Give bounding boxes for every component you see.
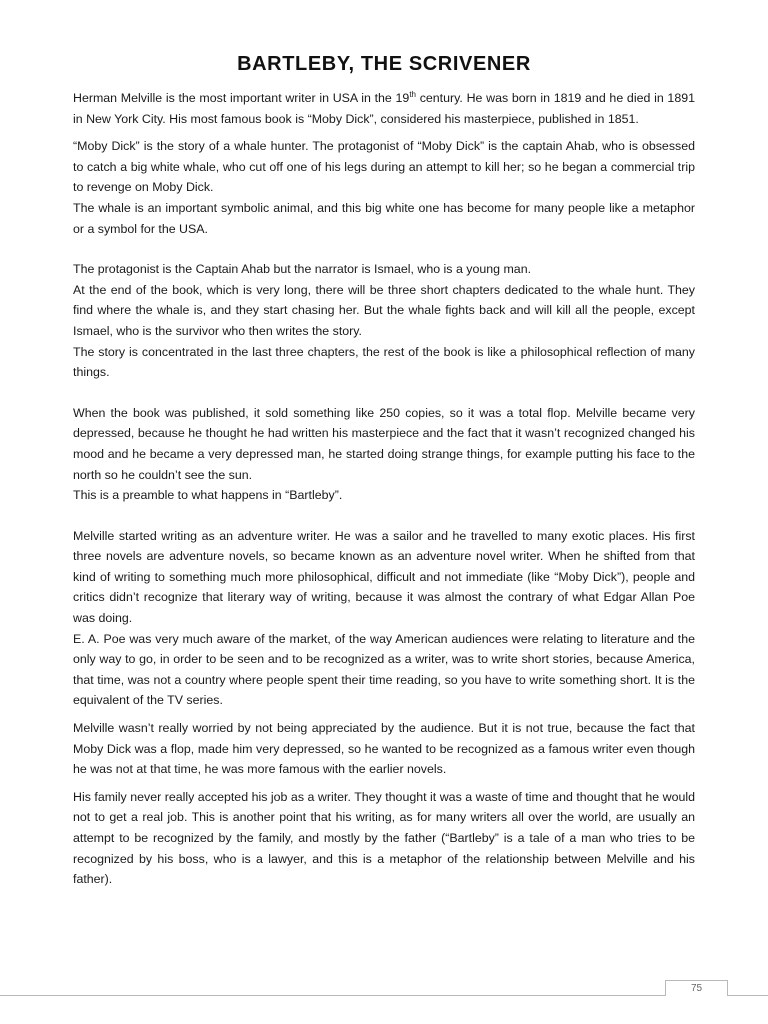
page-title: BARTLEBY, THE SCRIVENER xyxy=(237,53,531,75)
footer-rule xyxy=(0,995,768,996)
paragraph-poe: E. A. Poe was very much aware of the market, of the way American audiences were relating to literature and the only way to go, in order to be seen and to be recognized as a writer, was to write short stories, because America, that time, was not a country where people spent their time reading, so you have to write something short. It is the equivalent of the TV series. xyxy=(73,631,695,708)
paragraph-narrator: The protagonist is the Captain Ahab but the narrator is Ismael, who is a young man. xyxy=(73,262,532,277)
paragraph-audience: Melville wasn’t really worried by not being appreciated by the audience. But it is not true, because the fact that Moby Dick was a flop, made him very depressed, so he wanted to be recognized as a famous writer even though he was not at that time, he was more famous with the earlier novels. xyxy=(73,721,695,777)
paragraph-moby-dick-story: “Moby Dick” is the story of a whale hunter. The protagonist of “Moby Dick” is the captain Ahab, who is obsessed to catch a big white whale, who cut off one of his legs during an attempt to kill her; so he began a commercial trip to revenge on Moby Dick. xyxy=(73,139,695,195)
intro-text-start: Herman Melville is the most important writer in USA in the 19 xyxy=(73,91,410,105)
superscript-th: th xyxy=(409,90,416,99)
paragraph-whale-hunt: At the end of the book, which is very long, there will be three short chapters dedicated to the whale hunt. They find where the whale is, and they start chasing her. But the whale fights back and will kill all the people, except Ismael, who is the survivor who then writes the story. xyxy=(73,282,695,338)
document-body xyxy=(73,88,695,890)
intro-text-end: century. He was born in 1819 and he died in 1891 in New York City. His most famous book is “Moby Dick”, considered his masterpiece, published in 1851. xyxy=(73,91,695,126)
paragraph-preamble: This is a preamble to what happens in “Bartleby”. xyxy=(73,488,343,503)
page-number: 75 xyxy=(665,980,728,996)
paragraph-family: His family never really accepted his job as a writer. They thought it was a waste of time and thought that he would not to get a real job. This is another point that his writing, as for many writers all over the world, are usually an attempt to be recognized by the family, and mostly by the father (“Bartleby” is a tale of a man who tries to be recognized by his boss, who is a lawyer, and this is a metaphor of the relationship between Melville and his father). xyxy=(73,789,695,887)
paragraph-adventure-writer: Melville started writing as an adventure writer. He was a sailor and he travelled to many exotic places. His first three novels are adventure novels, so became known as an adventure novel writer. When he shifted from that kind of writing to something much more philosophical, difficult and not immediate (like “Moby Dick”), people and critics didn’t recognize that literary way of writing, because it was almost the contrary of what Edgar Allan Poe was doing. xyxy=(73,528,695,626)
paragraph-last-chapters: The story is concentrated in the last three chapters, the rest of the book is like a philosophical reflection of many things. xyxy=(73,344,695,380)
paragraph-intro xyxy=(73,88,695,129)
paragraph-flop: When the book was published, it sold something like 250 copies, so it was a total flop. Melville became very depressed, because he thought he had written his masterpiece and the fact that it wasn’t recognized changed his mood and he became a very depressed man, he started doing strange things, for example putting his face to the north so he couldn’t see the sun. xyxy=(73,405,695,482)
paragraph-whale-symbol: The whale is an important symbolic animal, and this big white one has become for many people like a metaphor or a symbol for the USA. xyxy=(73,200,695,236)
